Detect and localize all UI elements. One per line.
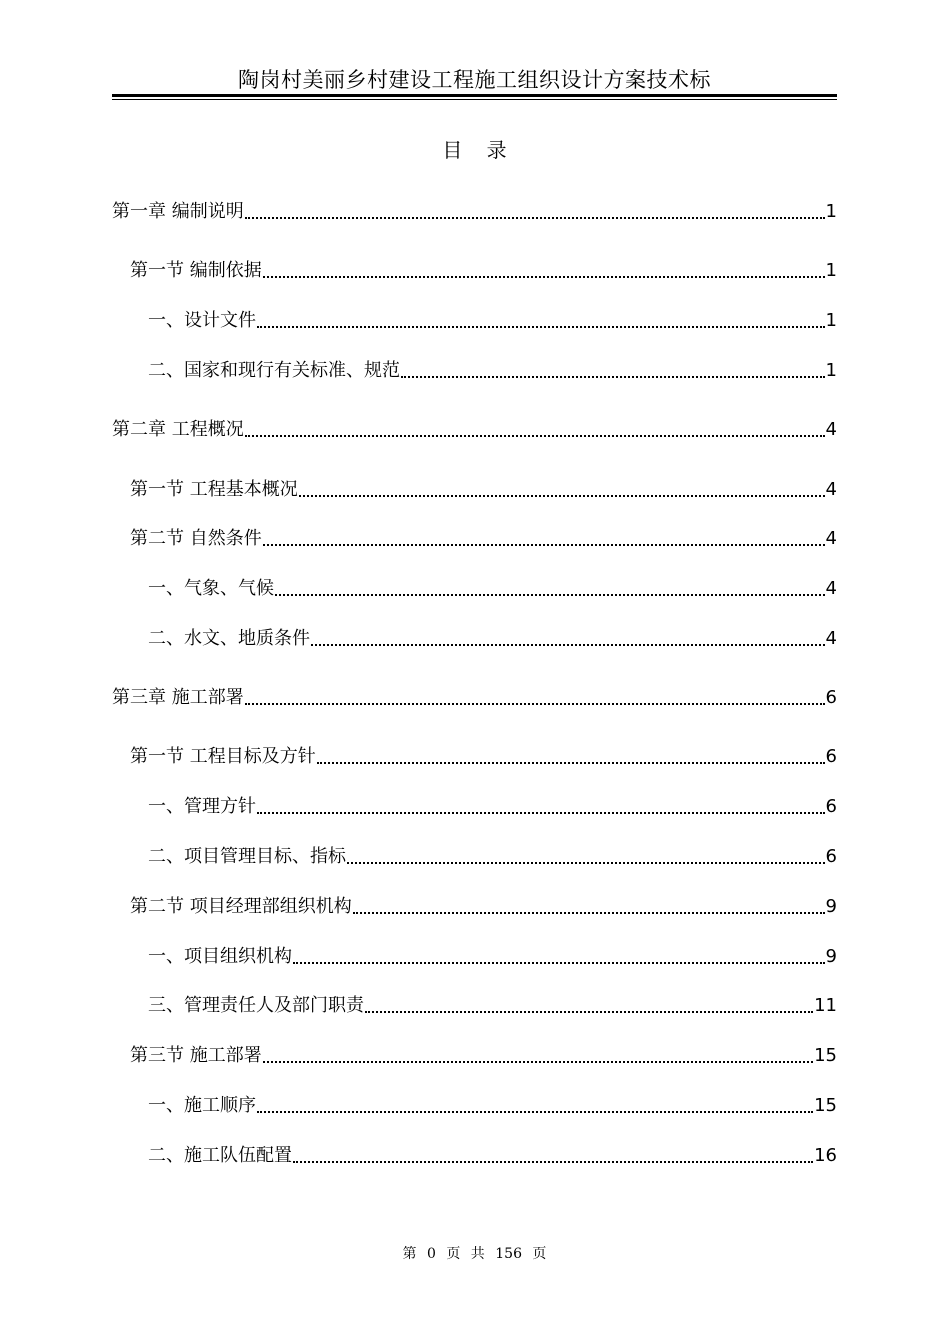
toc-entry-page: 1 <box>825 201 837 222</box>
toc-entry-page: 6 <box>825 687 837 708</box>
toc-entry[interactable] <box>148 621 837 651</box>
toc-entry[interactable] <box>112 194 837 224</box>
toc-entry[interactable] <box>148 303 837 333</box>
toc-dot-leader <box>245 703 825 705</box>
toc-dot-leader <box>401 376 825 378</box>
toc-entry-label: 三、管理责任人及部门职责 <box>148 995 364 1016</box>
toc-entry-label: 一、施工顺序 <box>148 1095 256 1116</box>
toc-dot-leader <box>347 862 825 864</box>
toc-entry[interactable] <box>130 472 837 502</box>
toc-dot-leader <box>299 495 825 497</box>
toc-entry-label: 第二节 项目经理部组织机构 <box>130 896 352 917</box>
toc-entry-page: 4 <box>825 628 837 649</box>
toc-dot-leader <box>365 1011 813 1013</box>
toc-entry[interactable] <box>148 1088 837 1118</box>
toc-entry-page: 16 <box>814 1145 837 1166</box>
toc-dot-leader <box>293 1161 813 1163</box>
toc-entry-label: 二、国家和现行有关标准、规范 <box>148 360 400 381</box>
header-rule-thick <box>112 94 837 97</box>
toc-dot-leader <box>317 762 825 764</box>
toc-entry[interactable] <box>148 571 837 601</box>
document-header-title: 陶岗村美丽乡村建设工程施工组织设计方案技术标 <box>238 68 711 92</box>
toc-dot-leader <box>245 435 825 437</box>
toc-entry-label: 第二章 工程概况 <box>112 419 244 440</box>
toc-entry-page: 1 <box>825 260 837 281</box>
toc-entry-page: 9 <box>825 896 837 917</box>
toc-entry-label: 第一节 工程基本概况 <box>130 479 298 500</box>
toc-entry[interactable] <box>130 1038 837 1068</box>
page-footer: 第 0 页 共 156 页 <box>402 1246 547 1262</box>
toc-entry[interactable] <box>148 1138 837 1168</box>
toc-entry-label: 一、管理方针 <box>148 796 256 817</box>
toc-entry-page: 6 <box>825 746 837 767</box>
toc-entry-label: 第三章 施工部署 <box>112 687 244 708</box>
toc-entry-page: 1 <box>825 360 837 381</box>
toc-entry[interactable] <box>130 521 837 551</box>
toc-entry-page: 15 <box>814 1095 837 1116</box>
toc-entry-page: 1 <box>825 310 837 331</box>
toc-entry[interactable] <box>148 353 837 383</box>
toc-entry[interactable] <box>148 939 837 969</box>
toc-dot-leader <box>263 1061 813 1063</box>
toc-dot-leader <box>311 644 825 646</box>
toc-entry-page: 11 <box>814 995 837 1016</box>
toc-dot-leader <box>245 217 825 219</box>
toc-entry-page: 4 <box>825 419 837 440</box>
toc-dot-leader <box>257 812 825 814</box>
toc-entry-label: 一、设计文件 <box>148 310 256 331</box>
toc-title: 目 录 <box>442 138 507 162</box>
toc-entry-label: 第一章 编制说明 <box>112 201 244 222</box>
toc-entry-page: 4 <box>825 479 837 500</box>
toc-entry-page: 6 <box>825 796 837 817</box>
toc-entry-page: 6 <box>825 846 837 867</box>
toc-entry-label: 第二节 自然条件 <box>130 528 262 549</box>
toc-entry-page: 4 <box>825 528 837 549</box>
toc-entry[interactable] <box>130 253 837 283</box>
toc-dot-leader <box>275 594 825 596</box>
toc-entry-page: 9 <box>825 946 837 967</box>
toc-entry-label: 第一节 编制依据 <box>130 260 262 281</box>
toc-entry[interactable] <box>130 739 837 769</box>
toc-entry-label: 二、水文、地质条件 <box>148 628 310 649</box>
toc-entry[interactable] <box>148 839 837 869</box>
toc-dot-leader <box>353 912 825 914</box>
toc-entry-page: 15 <box>814 1045 837 1066</box>
toc-entry-page: 4 <box>825 578 837 599</box>
toc-entry[interactable] <box>112 680 837 710</box>
toc-entry-label: 二、项目管理目标、指标 <box>148 846 346 867</box>
toc-dot-leader <box>257 326 825 328</box>
toc-entry-label: 第三节 施工部署 <box>130 1045 262 1066</box>
toc-dot-leader <box>263 544 825 546</box>
toc-dot-leader <box>263 276 825 278</box>
toc-entry-label: 第一节 工程目标及方针 <box>130 746 316 767</box>
toc-entry[interactable] <box>148 988 837 1018</box>
toc-dot-leader <box>257 1111 813 1113</box>
toc-entry-label: 一、项目组织机构 <box>148 946 292 967</box>
toc-entry[interactable] <box>130 889 837 919</box>
toc-entry-label: 二、施工队伍配置 <box>148 1145 292 1166</box>
toc-dot-leader <box>293 962 825 964</box>
toc-entry[interactable] <box>112 412 837 442</box>
toc-entry[interactable] <box>148 789 837 819</box>
header-rule-thin <box>112 99 837 100</box>
toc-entry-label: 一、气象、气候 <box>148 578 274 599</box>
